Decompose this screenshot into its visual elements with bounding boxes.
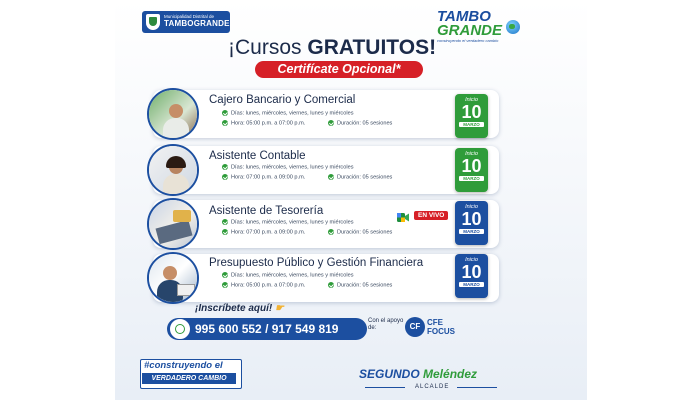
phone-numbers[interactable]: 995 600 552 / 917 549 819 — [195, 322, 339, 336]
course-duration: Duración: 05 sesiones — [328, 174, 392, 180]
course-duration: Duración: 05 sesiones — [328, 120, 392, 126]
finance-photo — [147, 252, 199, 304]
course-title: Asistente de Tesorería — [209, 205, 324, 217]
course-title: Asistente Contable — [209, 150, 306, 162]
course-hours: Hora: 05:00 p.m. a 07:00 p.m. — [222, 120, 305, 126]
cfe-logo-mark: CF — [405, 317, 425, 337]
course-days: Días: lunes, miércoles, viernes, lunes y miércoles — [222, 219, 354, 225]
course-hours: Hora: 07:00 p.m. a 09:00 p.m. — [222, 174, 305, 180]
course-poster — [115, 0, 587, 400]
course-hours: Hora: 05:00 p.m. a 07:00 p.m. — [222, 282, 305, 288]
live-badge: EN VIVO — [414, 211, 448, 220]
slogan-line1: #construyendo el — [144, 360, 223, 371]
check-icon — [328, 120, 334, 126]
tg-logo-tagline: construyendo el verdadero cambio — [437, 38, 499, 43]
start-date-badge: Inicio 10 MARZO — [455, 254, 488, 298]
course-title: Cajero Bancario y Comercial — [209, 94, 356, 106]
cashier-photo — [147, 88, 199, 140]
check-icon — [222, 120, 228, 126]
course-days: Días: lunes, miércoles, viernes, lunes y miércoles — [222, 110, 354, 116]
muni-name-small: Municipalidad Distrital de — [164, 14, 215, 20]
start-date-badge: Inicio 10 MARZO — [455, 94, 488, 138]
course-duration: Duración: 05 sesiones — [328, 229, 392, 235]
treasury-photo — [147, 198, 199, 250]
course-days: Días: lunes, miércoles, viernes, lunes y miércoles — [222, 272, 354, 278]
check-icon — [222, 110, 228, 116]
slogan-line2: VERDADERO CAMBIO — [142, 373, 236, 384]
muni-name-big: TAMBOGRANDE — [164, 19, 230, 29]
check-icon — [222, 219, 228, 225]
pointing-hand-icon: ☛ — [272, 303, 284, 314]
divider — [365, 387, 405, 388]
subtitle-banner: Certifícate Opcional* — [255, 61, 423, 78]
mayor-role: ALCALDE — [415, 384, 450, 390]
cfe-logo-text: CFE FOCUS — [427, 318, 455, 336]
support-label: Con el apoyo de: — [368, 318, 404, 331]
check-icon — [222, 229, 228, 235]
start-date-badge: Inicio 10 MARZO — [455, 201, 488, 245]
accountant-photo — [147, 144, 199, 196]
check-icon — [328, 282, 334, 288]
course-days: Días: lunes, miércoles, viernes, lunes y miércoles — [222, 164, 354, 170]
check-icon — [222, 164, 228, 170]
check-icon — [222, 282, 228, 288]
title-prefix: ¡Cursos — [228, 36, 308, 59]
whatsapp-icon — [169, 318, 191, 340]
globe-icon — [506, 20, 520, 34]
mayor-name: SEGUNDO Meléndez — [359, 367, 478, 381]
title-bold: GRATUITOS! — [307, 36, 437, 59]
tg-logo-line1: TAMBO — [437, 8, 491, 25]
course-hours: Hora: 07:00 p.m. a 09:00 p.m. — [222, 229, 305, 235]
check-icon — [222, 174, 228, 180]
check-icon — [222, 272, 228, 278]
divider — [457, 387, 497, 388]
google-meet-icon — [397, 210, 409, 221]
course-title: Presupuesto Público y Gestión Financiera — [209, 257, 424, 269]
crest-icon — [146, 14, 160, 30]
tg-logo-line2: GRANDE — [437, 22, 503, 39]
check-icon — [328, 174, 334, 180]
signup-label: ¡Inscríbete aquí! ☛ — [195, 303, 284, 314]
poster-title — [228, 36, 436, 60]
course-duration: Duración: 05 sesiones — [328, 282, 392, 288]
tambogrande-logo — [437, 10, 525, 46]
check-icon — [328, 229, 334, 235]
municipality-logo — [142, 11, 230, 33]
start-date-badge: Inicio 10 MARZO — [455, 148, 488, 192]
